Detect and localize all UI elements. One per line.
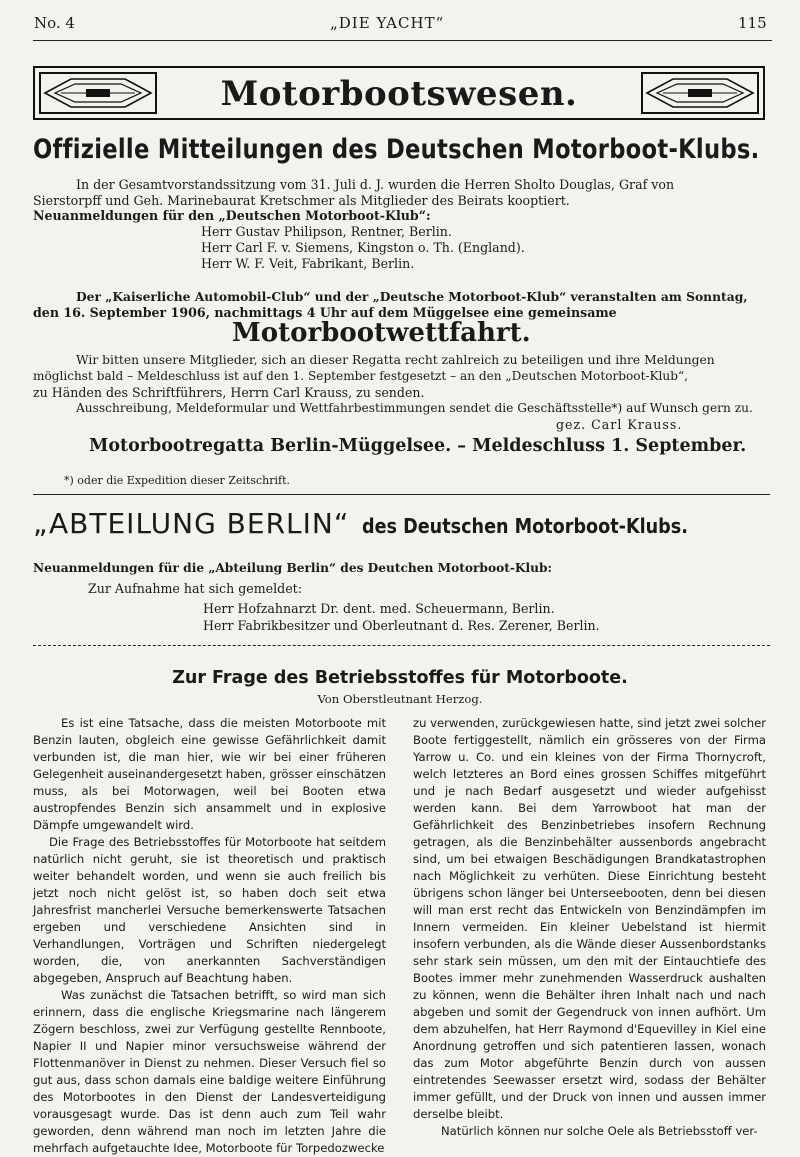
paragraph: Die Frage des Betriebsstoffes für Motorboote hat seitdem natürlich nicht geruht, sie ist theoretisch und praktisch weiter behandelt worden, und wenn sie auch freilich bis jetzt noch nicht gelöst ist, so haben doch seit etwa Jahresfrist mancherlei Versuche bemerkenswerte Tatsachen ergeben und verschiedene Ansichten sind in Verhandlungen, Vorträgen und Schriften niedergelegt worden, die, von anerkannten Sachverständigen abgegeben, Anspruch auf Beachtung haben. [33,835,386,985]
berlin-admitted: Zur Aufnahme hat sich gemeldet: [88,581,302,596]
announcement: Der „Kaiserliche Automobil-Club“ und der „Deutsche Motorboot-Klub“ veranstalten am Sonntag, [76,289,748,304]
member-entry: Herr Fabrikbesitzer und Oberleutnant d. Res. Zerener, Berlin. [203,618,600,633]
body-line: Ausschreibung, Meldeformular und Wettfahrbestimmungen sendet die Geschäftsstelle*) auf Wunsch gern zu. [76,401,753,415]
member-entry: Herr Gustav Philipson, Rentner, Berlin. [201,224,452,239]
berlin-new-members: Neuanmeldungen für die „Abteilung Berlin“ des Deutchen Motorboot-Klub: [33,561,553,575]
section-rule [33,494,770,495]
berlin-title [33,507,733,540]
article-title: Zur Frage des Betriebsstoffes für Motorboote. [172,668,628,688]
article-byline: Von Oberstleutnant Herzog. [317,692,483,706]
member-entry: Herr Carl F. v. Siemens, Kingston o. Th. (England). [201,240,525,255]
new-members-heading: Neuanmeldungen für den „Deutschen Motorboot-Klub“: [33,208,431,223]
announcement: den 16. September 1906, nachmittags 4 Uhr auf dem Müggelsee eine gemeinsame [33,305,617,320]
body-line: Wir bitten unsere Mitglieder, sich an dieser Regatta recht zahlreich zu beteiligen und ihre Meldungen [76,353,715,367]
signature: gez. Carl Krauss. [556,417,683,432]
member-entry: Herr W. F. Veit, Fabrikant, Berlin. [201,256,415,271]
section-title: Offizielle Mitteilungen des Deutschen Motorboot-Klubs. [33,134,760,165]
section-rule [33,645,770,646]
paragraph: Natürlich können nur solche Oele als Betriebsstoff ver- [441,1124,758,1138]
journal-title: „DIE YACHT“ [330,14,445,32]
berlin-title-small: des Deutschen Motorboot-Klubs. [362,514,689,538]
regatta-line: Motorbootregatta Berlin-Müggelsee. – Meldeschluss 1. September. [89,436,747,456]
banner-title: Motorbootswesen. [220,74,578,114]
issue-number: No. 4 [34,14,75,32]
article-right-column [413,715,766,1140]
ornament-icon [643,74,757,112]
race-title: Motorbootwettfahrt. [232,318,531,348]
intro-text: In der Gesamtvorstandssitzung vom 31. Juli d. J. wurden die Herren Sholto Douglas, Graf von [76,177,675,192]
paragraph: Es ist eine Tatsache, dass die meisten Motorboote mit Benzin lauten, obgleich eine gewisse Gefährlichkeit damit verbunden ist, die man hier, wie wir bei einer früheren Gelegenheit auseinandergesetzt haben, grösser einschätzen muss, als bei Motorwagen, weil bei Booten etwa austropfendes Benzin sich ansammelt und in explosive Dämpfe umgewandelt wird. [33,716,386,832]
article-left-column [33,715,386,1157]
footnote: *) oder die Expedition dieser Zeitschrift. [64,474,290,487]
paragraph: zu verwenden, zurückgewiesen hatte, sind jetzt zwei solcher Boote fertiggestellt, nämlich ein grösseres von der Firma Yarrow u. Co. und ein kleines von der Firma Thornycroft, welch letzteres an Bord eines grossen Schiffes mitgeführt und je nach Bedarf ausgesetzt und wieder aufgehisst werden kann. Bei dem Yarrowboot hat man der Gefährlichkeit des Benzinbetriebes insofern Rechnung getragen, als die Benzinbehälter aussenbords angebracht sind, um bei etwaigen Beschädigungen Brandkatastrophen nach Möglichkeit zu verhüten. Diese Einrichtung besteht übrigens schon länger bei Unterseebooten, denn bei diesen will man erst recht das Entwickeln von Benzindämpfen im Innern vermeiden. Ein kleiner Uebelstand ist hiermit insofern verbunden, als die Wände dieser Aussenbordstanks sehr stark sein müssen, um den mit der Eintauchtiefe des Bootes immer mehr zunehmenden Wasserdruck aushalten zu können, wenn die Behälter ihren Inhalt nach und nach abgeben und somit der Gegendruck von innen aufhört. Um dem abzuhelfen, hat Herr Raymond d'Equevilley in Kiel eine Anordnung getroffen und sich patentieren lassen, wonach das zum Motor abgeführte Benzin durch von aussen eintretendes Seewasser ersetzt wird, sodass der Behälter immer gefüllt, und der Druck von innen und aussen immer derselbe bleibt. [413,716,766,1121]
paragraph: Was zunächst die Tatsachen betrifft, so wird man sich erinnern, dass die englische Kriegsmarine nach längerem Zögern beschloss, zwei zur Verfügung gestellte Rennboote, Napier II und Napier minor versuchsweise während der Flottenmanöver in Dienst zu nehmen. Dieser Versuch fiel so gut aus, dass schon damals eine baldige weitere Einführung des Motorbootes in den Dienst der Landesverteidigung vorausgesagt wurde. Das ist denn auch zum Teil wahr geworden, denn während man noch im letzten Jahre die mehrfach aufgetauchte Idee, Motorboote für Torpedozwecke [33,988,386,1155]
right-ornament [641,72,759,114]
page-number: 115 [738,14,767,32]
body-line: möglichst bald – Meldeschluss ist auf den 1. September festgesetzt – an den „Deutschen Motorboot-Klub“, [33,369,688,383]
body-line: zu Händen des Schriftführers, Herrn Carl Krauss, zu senden. [33,385,425,400]
header-rule [33,40,772,41]
berlin-title-big: „ABTEILUNG BERLIN“ [33,507,350,540]
section-banner [33,66,765,120]
member-entry: Herr Hofzahnarzt Dr. dent. med. Scheuermann, Berlin. [203,601,555,616]
intro-text: Sierstorpff und Geh. Marinebaurat Kretschmer als Mitglieder des Beirats kooptiert. [33,193,570,208]
